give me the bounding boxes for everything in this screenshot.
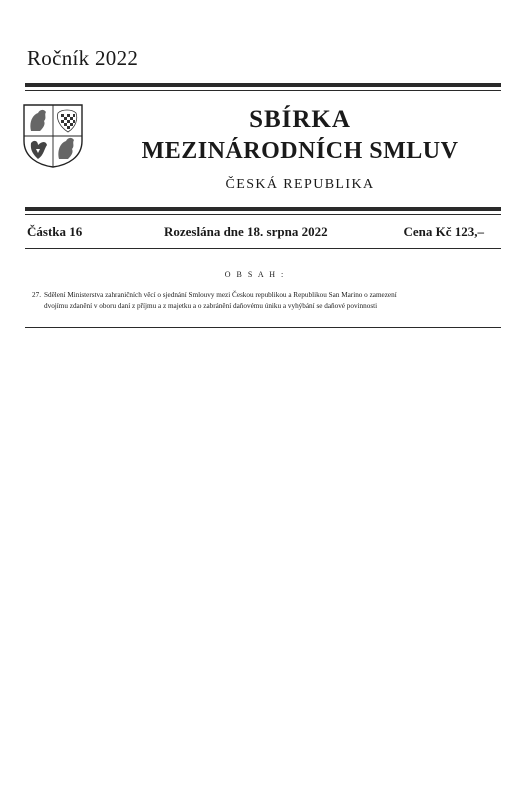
distribution-date: Rozeslána dne 18. srpna 2022 xyxy=(164,224,328,239)
entry-text-line2: dvojímu zdanění v oboru daní z příjmu a z majetku a o zabránění daňovému úniku a vyhýbání se daňové povinnosti xyxy=(44,302,378,310)
top-thick-rule xyxy=(25,83,501,87)
collection-title: SBÍRKA xyxy=(249,106,351,133)
contents-heading: O B S A H : xyxy=(224,270,286,279)
volume-label: Ročník 2022 xyxy=(27,46,139,70)
czech-coat-of-arms-icon xyxy=(22,103,84,169)
top-thin-rule xyxy=(25,90,501,91)
entry-text-line1: Sdělení Ministerstva zahraničních věcí o sjednání Smlouvy mezi Českou republikou a Republikou San Marino o zamezení xyxy=(44,291,397,299)
country-name: ČESKÁ REPUBLIKA xyxy=(225,177,375,192)
contents-entry xyxy=(32,290,487,312)
contents-bottom-rule xyxy=(25,327,501,328)
collection-subtitle: MEZINÁRODNÍCH SMLUV xyxy=(141,138,459,164)
mid-thick-rule xyxy=(25,207,501,211)
entry-number: 27. xyxy=(32,291,41,299)
issue-number: Částka 16 xyxy=(27,224,83,239)
meta-bottom-rule xyxy=(25,248,501,249)
mid-thin-rule xyxy=(25,214,501,215)
price-label: Cena Kč 123,– xyxy=(403,224,484,239)
